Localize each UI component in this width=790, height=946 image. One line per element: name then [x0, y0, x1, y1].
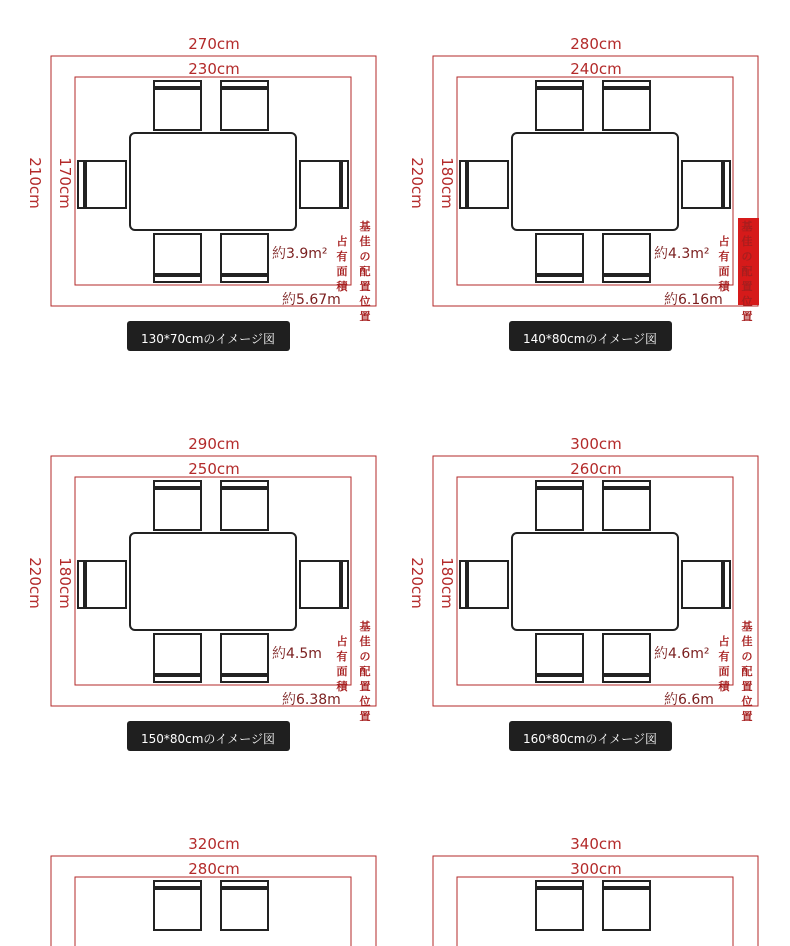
chair: [154, 634, 201, 682]
vertical-char: 積: [718, 680, 730, 693]
inner-width-label: 230cm: [188, 60, 240, 78]
chair: [536, 881, 583, 930]
dining-table: [512, 533, 678, 630]
chair-back: [221, 273, 268, 277]
vertical-char: 基: [359, 220, 371, 233]
occupied-area-caption: [718, 634, 731, 693]
outer-width-label: 340cm: [570, 835, 622, 853]
vertical-char: 佳: [741, 635, 753, 648]
chair-back: [339, 161, 343, 208]
chair-back: [721, 161, 725, 208]
vertical-char: 置: [741, 310, 753, 323]
chair-back: [536, 86, 583, 90]
vertical-char: の: [741, 250, 753, 263]
vertical-char: 面: [336, 665, 348, 678]
vertical-char: 配: [741, 265, 753, 278]
caption-text: 140*80cmのイメージ図: [522, 332, 658, 346]
caption-badge: [127, 721, 290, 751]
vertical-char: 置: [741, 710, 753, 723]
vertical-char: 置: [359, 710, 371, 723]
inner-height-label: 180cm: [56, 557, 74, 609]
layout-panel: [26, 435, 376, 751]
vertical-char: 配: [741, 665, 753, 678]
vertical-char: 位: [359, 695, 371, 708]
placement-area-value: 約5.67m: [282, 292, 341, 308]
chair: [221, 634, 268, 682]
chair-back: [221, 886, 268, 890]
chair: [536, 481, 583, 530]
caption-badge: [509, 721, 672, 751]
chair: [603, 81, 650, 130]
vertical-char: 積: [718, 280, 730, 293]
vertical-char: 基: [359, 620, 371, 633]
vertical-char: 占: [336, 235, 348, 248]
inner-height-label: 180cm: [438, 557, 456, 609]
chair: [300, 161, 348, 208]
outer-height-label: 220cm: [408, 157, 426, 209]
occupied-area-caption: [336, 234, 349, 293]
chair-back: [154, 273, 201, 277]
occupied-area-value: 約3.9m²: [272, 246, 328, 262]
vertical-char: 配: [359, 665, 371, 678]
outer-width-label: 300cm: [570, 435, 622, 453]
layout-panel: [51, 835, 376, 946]
vertical-char: 有: [718, 250, 730, 263]
best-placement-caption: [359, 619, 371, 723]
chair-back: [154, 673, 201, 677]
inner-boundary: [457, 877, 733, 946]
vertical-char: 佳: [741, 235, 753, 248]
chair: [154, 881, 201, 930]
inner-boundary: [75, 877, 351, 946]
outer-width-label: 270cm: [188, 35, 240, 53]
dining-table: [130, 133, 296, 230]
vertical-char: 位: [741, 295, 753, 308]
best-placement-caption: [741, 619, 753, 723]
layout-panel: [408, 435, 758, 751]
vertical-char: 置: [359, 310, 371, 323]
vertical-char: 面: [336, 265, 348, 278]
vertical-char: 面: [718, 665, 730, 678]
vertical-char: 面: [718, 265, 730, 278]
vertical-char: 有: [336, 250, 348, 263]
chair: [300, 561, 348, 608]
inner-width-label: 280cm: [188, 860, 240, 878]
vertical-char: 積: [336, 280, 348, 293]
chair-back: [603, 86, 650, 90]
vertical-char: 置: [741, 280, 753, 293]
outer-height-label: 220cm: [26, 557, 44, 609]
chair: [154, 234, 201, 282]
layout-panel: [408, 35, 759, 351]
chair-back: [83, 561, 87, 608]
vertical-char: 配: [359, 265, 371, 278]
chair-back: [465, 561, 469, 608]
vertical-char: 位: [741, 695, 753, 708]
chair-back: [603, 886, 650, 890]
inner-width-label: 260cm: [570, 460, 622, 478]
chair: [603, 881, 650, 930]
vertical-char: 占: [718, 635, 730, 648]
chair: [154, 481, 201, 530]
outer-width-label: 280cm: [570, 35, 622, 53]
chair: [682, 161, 730, 208]
vertical-char: の: [359, 250, 371, 263]
placement-area-value: 約6.6m: [664, 692, 714, 708]
chair: [221, 81, 268, 130]
vertical-char: の: [741, 650, 753, 663]
chair-back: [536, 486, 583, 490]
placement-area-value: 約6.16m: [664, 292, 723, 308]
dining-table: [130, 533, 296, 630]
chair-back: [221, 673, 268, 677]
chair-back: [603, 673, 650, 677]
chair: [460, 561, 508, 608]
chair: [536, 81, 583, 130]
outer-height-label: 210cm: [26, 157, 44, 209]
vertical-char: 占: [718, 235, 730, 248]
chair: [460, 161, 508, 208]
vertical-char: 有: [336, 650, 348, 663]
occupied-area-value: 約4.6m²: [654, 646, 710, 662]
vertical-char: 置: [359, 280, 371, 293]
chair: [536, 234, 583, 282]
chair-back: [721, 561, 725, 608]
chair: [682, 561, 730, 608]
inner-width-label: 300cm: [570, 860, 622, 878]
chair: [154, 81, 201, 130]
chair: [78, 161, 126, 208]
dining-table: [512, 133, 678, 230]
chair-back: [83, 161, 87, 208]
inner-height-label: 180cm: [438, 157, 456, 209]
chair-back: [154, 886, 201, 890]
chair-back: [154, 486, 201, 490]
chair-back: [221, 86, 268, 90]
layout-panel: [26, 35, 376, 351]
chair-back: [536, 673, 583, 677]
caption-text: 130*70cmのイメージ図: [140, 332, 276, 346]
vertical-char: 有: [718, 650, 730, 663]
chair: [603, 234, 650, 282]
caption-badge: [509, 321, 672, 351]
chair-back: [603, 486, 650, 490]
outer-height-label: 220cm: [408, 557, 426, 609]
chair: [603, 481, 650, 530]
outer-width-label: 290cm: [188, 435, 240, 453]
chair: [221, 881, 268, 930]
chair-back: [465, 161, 469, 208]
occupied-area-value: 約4.5m: [272, 646, 322, 662]
occupied-area-caption: [336, 634, 349, 693]
chair: [603, 634, 650, 682]
vertical-char: 位: [359, 295, 371, 308]
chair: [221, 234, 268, 282]
caption-text: 150*80cmのイメージ図: [140, 732, 276, 746]
chair-back: [536, 273, 583, 277]
chair-back: [339, 561, 343, 608]
inner-width-label: 240cm: [570, 60, 622, 78]
caption-badge: [127, 321, 290, 351]
vertical-char: の: [359, 650, 371, 663]
chair-back: [221, 486, 268, 490]
inner-height-label: 170cm: [56, 157, 74, 209]
chair-back: [603, 273, 650, 277]
occupied-area-value: 約4.3m²: [654, 246, 710, 262]
chair: [536, 634, 583, 682]
vertical-char: 基: [741, 620, 753, 633]
vertical-char: 置: [741, 680, 753, 693]
vertical-char: 置: [359, 680, 371, 693]
vertical-char: 佳: [359, 235, 371, 248]
layout-panel: [433, 835, 758, 946]
outer-width-label: 320cm: [188, 835, 240, 853]
placement-area-value: 約6.38m: [282, 692, 341, 708]
chair: [221, 481, 268, 530]
inner-width-label: 250cm: [188, 460, 240, 478]
vertical-char: 占: [336, 635, 348, 648]
chair-back: [154, 86, 201, 90]
occupied-area-caption: [718, 234, 731, 293]
best-placement-caption: [741, 219, 753, 323]
vertical-char: 基: [741, 220, 753, 233]
caption-text: 160*80cmのイメージ図: [522, 732, 658, 746]
chair-back: [536, 886, 583, 890]
vertical-char: 積: [336, 680, 348, 693]
chair: [78, 561, 126, 608]
vertical-char: 佳: [359, 635, 371, 648]
best-placement-caption: [359, 219, 371, 323]
